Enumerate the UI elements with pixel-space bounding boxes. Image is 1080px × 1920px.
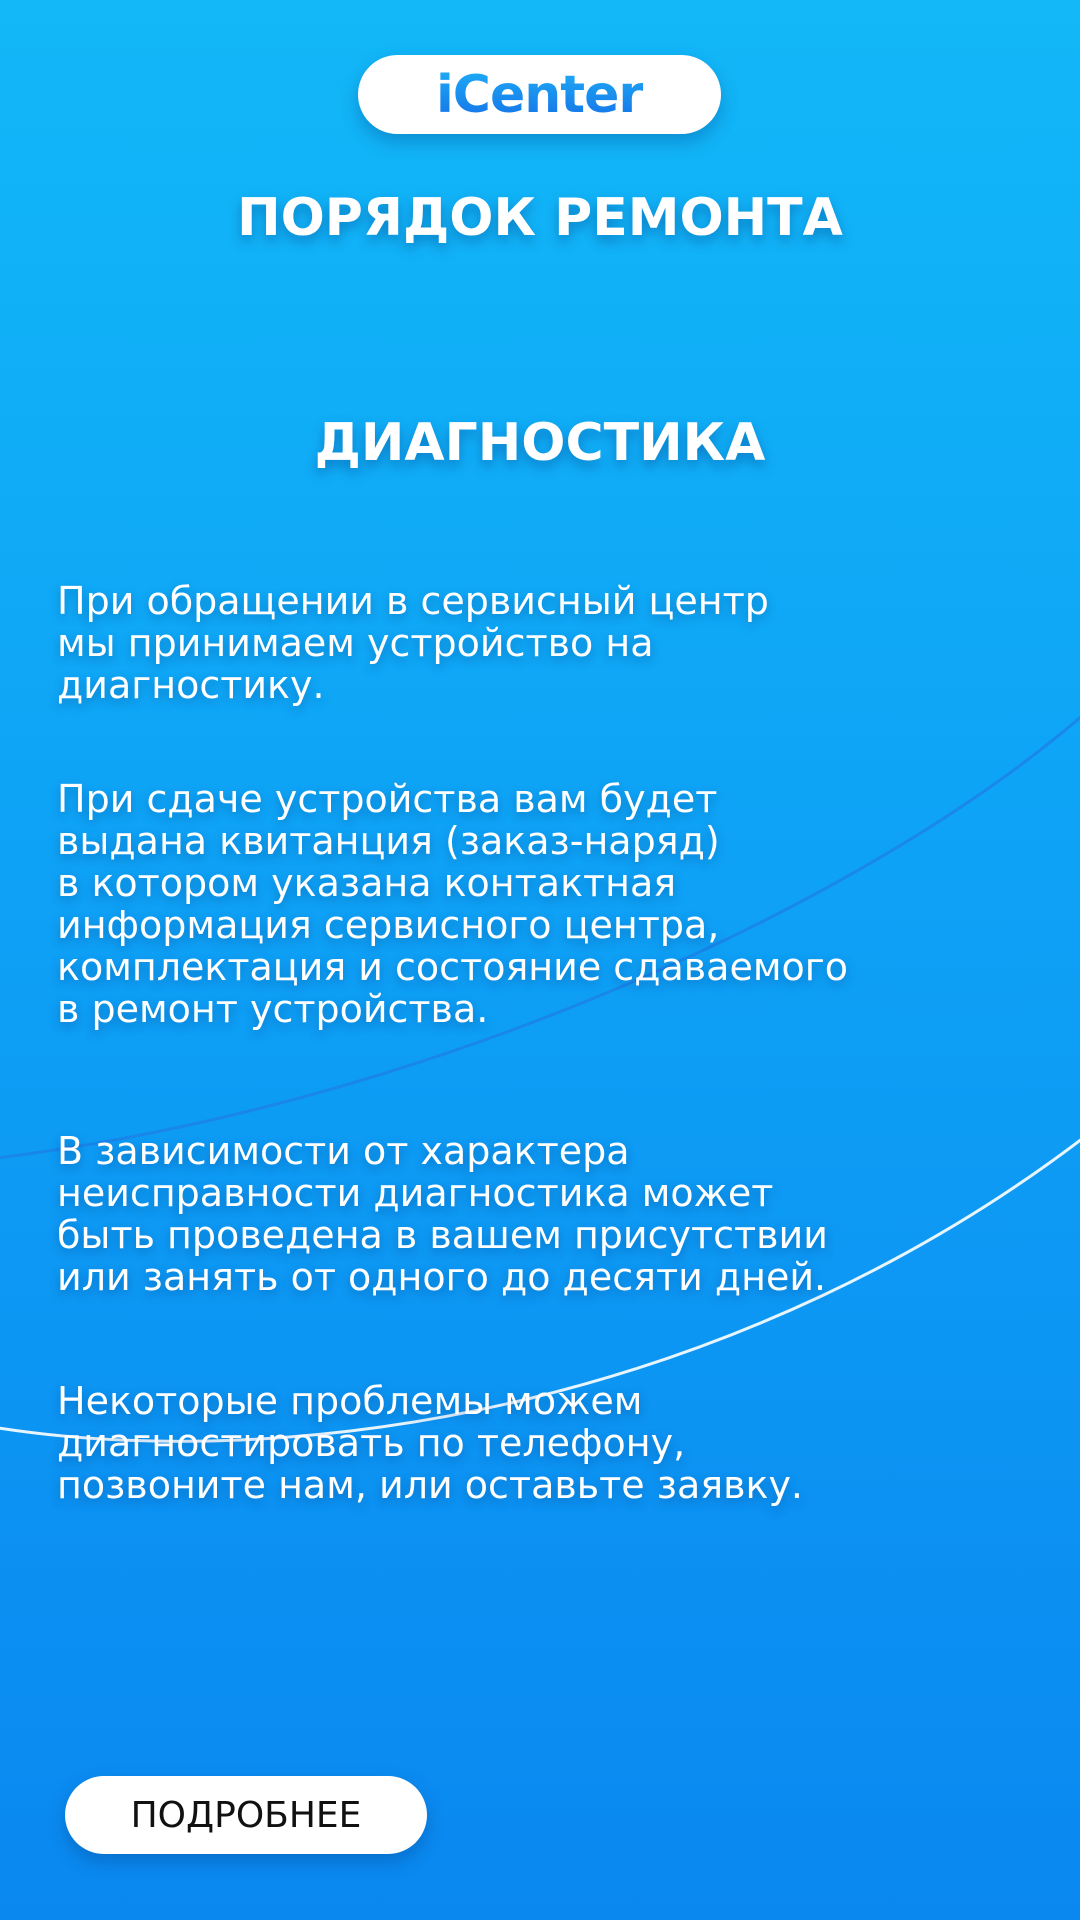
page-title: ПОРЯДОК РЕМОНТА: [237, 188, 843, 248]
brand-logo: iCenter: [435, 64, 644, 125]
paragraph-receipt: При сдаче устройства вам будет выдана квитанция (заказ-наряд) в котором указана контактная информация сервисного центра, комплектация и состояние сдаваемого в ремонт устройства.: [57, 777, 848, 1031]
paragraph-duration: В зависимости от характера неисправности диагностика может быть проведена в вашем присутствии или занять от одного до десяти дней.: [57, 1129, 828, 1299]
brand-logo-badge: [358, 55, 721, 134]
paragraph-intake: При обращении в сервисный центр мы принимаем устройство на диагностику.: [57, 579, 769, 707]
section-title: ДИАГНОСТИКА: [314, 413, 766, 473]
more-details-button[interactable]: ПОДРОБНЕЕ: [65, 1776, 427, 1854]
paragraph-phone: Некоторые проблемы можем диагностировать по телефону, позвоните нам, или оставьте заявку.: [57, 1379, 804, 1507]
